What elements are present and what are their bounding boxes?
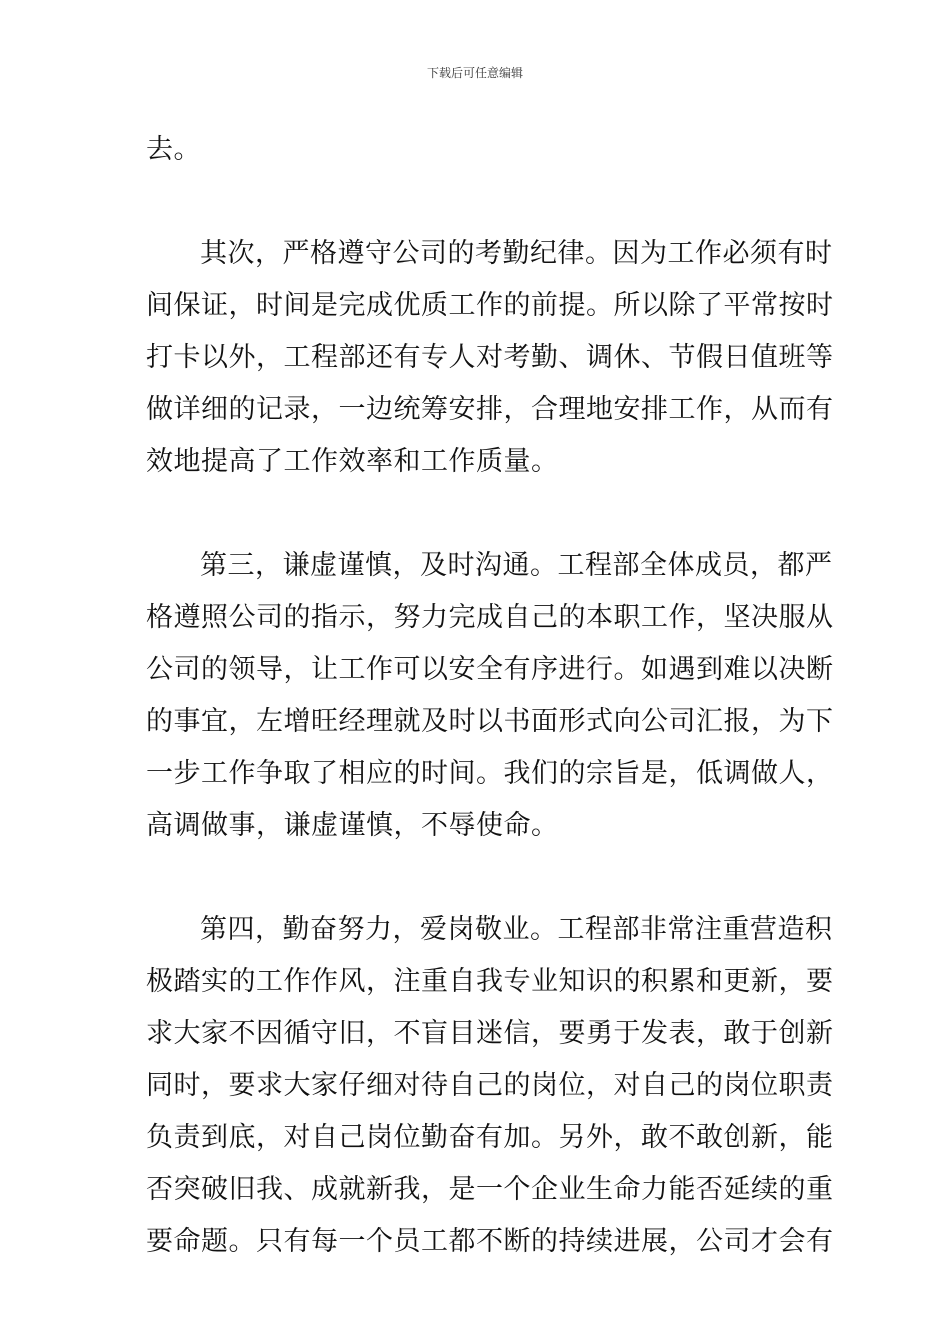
paragraph-line: 公司的领导，让工作可以安全有序进行。如遇到难以决断 bbox=[146, 654, 834, 685]
paragraph-line: 第三，谦虚谨慎，及时沟通。工程部全体成员，都严 bbox=[200, 550, 833, 581]
paragraph-line: 间保证，时间是完成优质工作的前提。所以除了平常按时 bbox=[146, 290, 834, 321]
document-body bbox=[146, 124, 834, 1268]
paragraph-line: 负责到底，对自己岗位勤奋有加。另外，敢不敢创新，能 bbox=[146, 1122, 834, 1153]
page-header: 下载后可任意编辑 bbox=[426, 66, 523, 80]
paragraph-line: 做详细的记录，一边统筹安排，合理地安排工作，从而有 bbox=[146, 394, 834, 425]
paragraph-line: 其次，严格遵守公司的考勤纪律。因为工作必须有时 bbox=[200, 238, 833, 269]
paragraph-line: 求大家不因循守旧，不盲目迷信，要勇于发表，敢于创新 bbox=[146, 1018, 834, 1049]
paragraph-line: 打卡以外，工程部还有专人对考勤、调休、节假日值班等 bbox=[146, 342, 834, 373]
paragraph-line: 一步工作争取了相应的时间。我们的宗旨是，低调做人， bbox=[146, 758, 834, 789]
paragraph-1 bbox=[146, 124, 814, 176]
paragraph-line: 同时，要求大家仔细对待自己的岗位，对自己的岗位职责 bbox=[146, 1070, 834, 1101]
paragraph-line: 效地提高了工作效率和工作质量。 bbox=[146, 446, 559, 477]
paragraph-2 bbox=[146, 228, 834, 488]
paragraph-line: 格遵照公司的指示，努力完成自己的本职工作，坚决服从 bbox=[146, 602, 834, 633]
paragraph-line: 高调做事，谦虚谨慎，不辱使命。 bbox=[146, 810, 559, 841]
paragraph-gap bbox=[146, 488, 814, 540]
paragraph-3 bbox=[146, 540, 834, 852]
paragraph-line: 要命题。只有每一个员工都不断的持续进展，公司才会有 bbox=[146, 1226, 834, 1257]
paragraph-gap bbox=[146, 852, 814, 904]
paragraph-line: 的事宜，左增旺经理就及时以书面形式向公司汇报，为下 bbox=[146, 706, 834, 737]
paragraph-line: 去。 bbox=[146, 134, 201, 165]
paragraph-line: 否突破旧我、成就新我，是一个企业生命力能否延续的重 bbox=[146, 1174, 834, 1205]
paragraph-line: 第四，勤奋努力，爱岗敬业。工程部非常注重营造积 bbox=[200, 914, 833, 945]
paragraph-4 bbox=[146, 904, 834, 1268]
paragraph-line: 极踏实的工作作风，注重自我专业知识的积累和更新，要 bbox=[146, 966, 834, 997]
paragraph-gap bbox=[146, 176, 814, 228]
